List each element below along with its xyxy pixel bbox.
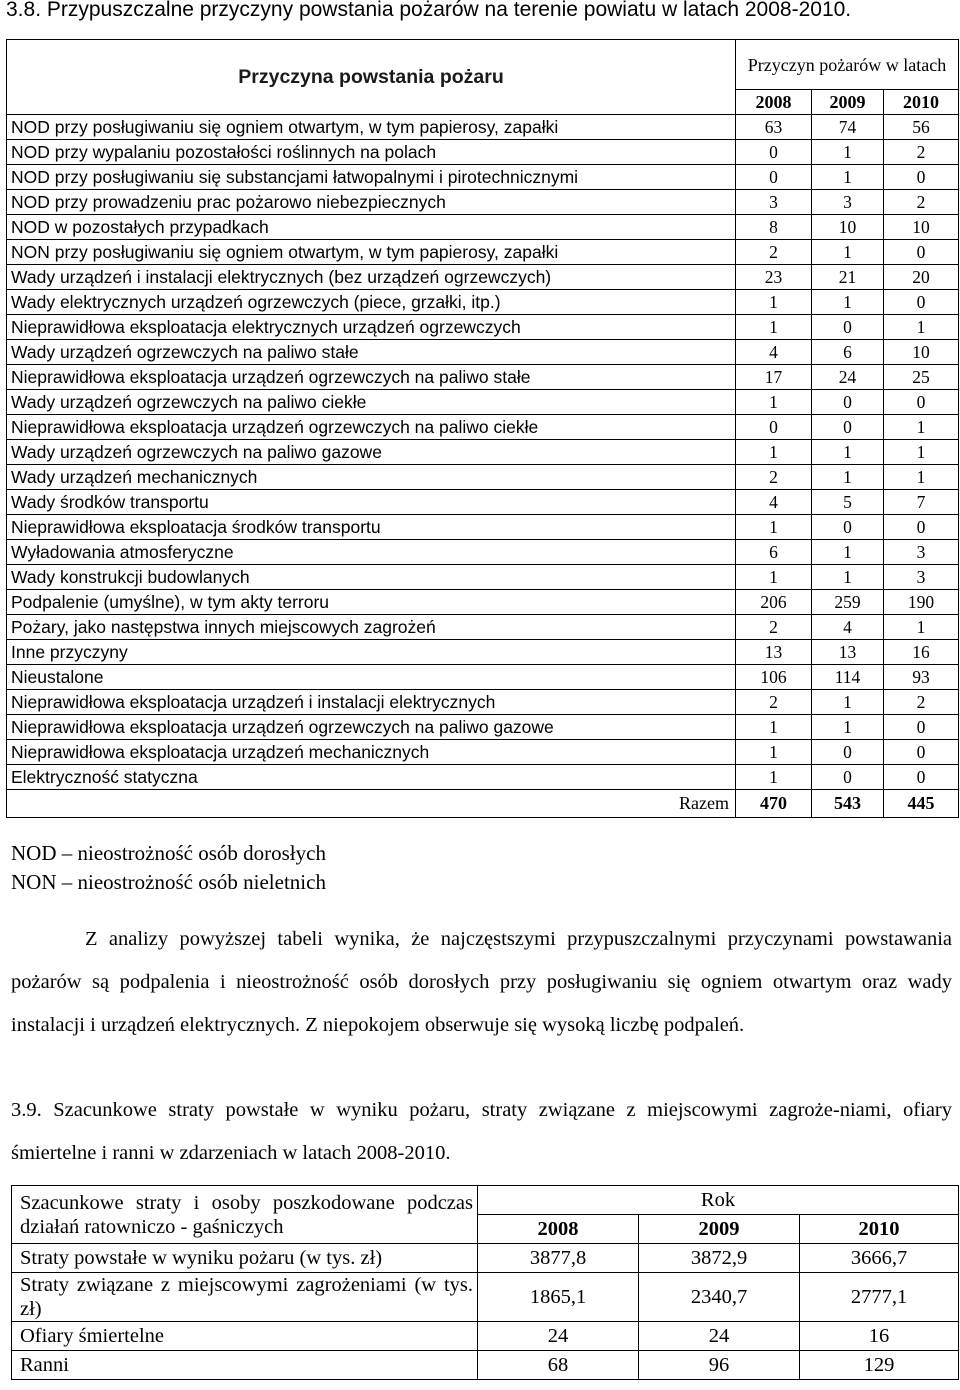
count-2008: 1: [736, 740, 812, 765]
count-2008: 3: [736, 190, 812, 215]
count-2008: 1: [736, 315, 812, 340]
count-2010: 1: [884, 415, 959, 440]
fire-causes-table: [6, 39, 959, 818]
cause-name: Nieprawidłowa eksploatacja urządzeń ogrzewczych na paliwo ciekłe: [7, 415, 736, 440]
year-header-2010: 2010: [884, 90, 959, 115]
cause-name: Podpalenie (umyślne), w tym akty terroru: [7, 590, 736, 615]
table-row: [7, 590, 959, 615]
count-2008: 0: [736, 140, 812, 165]
losses-value-2008: 1865,1: [478, 1273, 639, 1322]
count-2008: 23: [736, 265, 812, 290]
count-2010: 10: [884, 215, 959, 240]
table-row: [7, 165, 959, 190]
count-2010: 0: [884, 290, 959, 315]
cause-name: Wady urządzeń ogrzewczych na paliwo stałe: [7, 340, 736, 365]
cause-name: Nieprawidłowa eksploatacja elektrycznych urządzeń ogrzewczych: [7, 315, 736, 340]
count-2008: 63: [736, 115, 812, 140]
year-group-header: Rok: [478, 1186, 959, 1215]
count-2009: 4: [812, 615, 884, 640]
count-2009: 0: [812, 315, 884, 340]
table-row: [7, 115, 959, 140]
losses-value-2009: 24: [639, 1322, 800, 1351]
count-2009: 1: [812, 290, 884, 315]
count-2009: 24: [812, 365, 884, 390]
table-row: [7, 615, 959, 640]
cause-name: Wady elektrycznych urządzeń ogrzewczych (piece, grzałki, itp.): [7, 290, 736, 315]
count-2009: 1: [812, 140, 884, 165]
count-2010: 0: [884, 515, 959, 540]
losses-table: [11, 1185, 959, 1380]
losses-header-row: [12, 1186, 959, 1215]
table-row: [7, 465, 959, 490]
table-row: [7, 765, 959, 790]
table-row: [7, 290, 959, 315]
count-2008: 106: [736, 665, 812, 690]
count-2008: 1: [736, 515, 812, 540]
cause-name: Wady urządzeń ogrzewczych na paliwo ciekłe: [7, 390, 736, 415]
table-row: [7, 515, 959, 540]
cause-name: NOD przy posługiwaniu się substancjami łatwopalnymi i pirotechnicznymi: [7, 165, 736, 190]
cause-name: Inne przyczyny: [7, 640, 736, 665]
table-row: [7, 415, 959, 440]
count-2010: 3: [884, 565, 959, 590]
count-2010: 0: [884, 765, 959, 790]
table-row: [7, 215, 959, 240]
section-heading: 3.8. Przypuszczalne przyczyny powstania pożarów na terenie powiatu w latach 2008-2010.: [6, 0, 852, 21]
count-2009: 6: [812, 340, 884, 365]
losses-row-label: Straty powstałe w wyniku pożaru (w tys. zł): [12, 1244, 478, 1273]
losses-value-2008: 3877,8: [478, 1244, 639, 1273]
losses-row-label: Straty związane z miejscowymi zagrożeniami (w tys. zł): [12, 1273, 478, 1322]
losses-value-2010: 2777,1: [800, 1273, 959, 1322]
subsection-heading: 3.9. Szacunkowe straty powstałe w wyniku pożaru, straty związane z miejscowymi zagroże-niami, ofiary śmiertelne i ranni w zdarzeniach w latach 2008-2010.: [11, 1099, 952, 1164]
losses-value-2009: 3872,9: [639, 1244, 800, 1273]
table-row: [7, 690, 959, 715]
losses-value-2008: 68: [478, 1351, 639, 1380]
count-2010: 7: [884, 490, 959, 515]
count-2009: 1: [812, 540, 884, 565]
cause-name: Nieprawidłowa eksploatacja urządzeń ogrzewczych na paliwo stałe: [7, 365, 736, 390]
table-row: [7, 340, 959, 365]
losses-label-header: Szacunkowe straty i osoby poszkodowane podczas działań ratowniczo - gaśniczych: [12, 1186, 478, 1244]
count-2009: 5: [812, 490, 884, 515]
losses-value-2009: 2340,7: [639, 1273, 800, 1322]
count-2008: 8: [736, 215, 812, 240]
count-2009: 259: [812, 590, 884, 615]
count-2008: 1: [736, 715, 812, 740]
count-2010: 10: [884, 340, 959, 365]
count-2010: 0: [884, 715, 959, 740]
count-2009: 3: [812, 190, 884, 215]
count-2010: 0: [884, 740, 959, 765]
count-2008: 2: [736, 240, 812, 265]
losses-year-2008: 2008: [478, 1215, 639, 1244]
legend-non: NON – nieostrożność osób nieletnich: [11, 870, 326, 894]
count-2009: 1: [812, 715, 884, 740]
count-2008: 206: [736, 590, 812, 615]
losses-value-2010: 3666,7: [800, 1244, 959, 1273]
cause-name: NOD przy posługiwaniu się ogniem otwartym, w tym papierosy, zapałki: [7, 115, 736, 140]
table-row: [7, 540, 959, 565]
cause-name: Nieprawidłowa eksploatacja urządzeń i instalacji elektrycznych: [7, 690, 736, 715]
count-2009: 13: [812, 640, 884, 665]
table-row: [7, 740, 959, 765]
cause-column-header: Przyczyna powstania pożaru: [7, 40, 736, 115]
table-row: [7, 140, 959, 165]
count-2010: 0: [884, 165, 959, 190]
count-2010: 2: [884, 140, 959, 165]
analysis-paragraph: Z analizy powyższej tabeli wynika, że najczęstszymi przypuszczalnymi przyczynami powstawania pożarów są podpalenia i nieostrożność osób dorosłych przy posługiwaniu się ogniem otwartym oraz wady instalacji i urządzeń elektrycznych. Z niepokojem obserwuje się wysoką liczbę podpaleń.: [11, 928, 952, 1036]
cause-name: Wady urządzeń mechanicznych: [7, 465, 736, 490]
count-2008: 1: [736, 565, 812, 590]
table-row: [7, 190, 959, 215]
count-2008: 1: [736, 440, 812, 465]
count-2009: 1: [812, 440, 884, 465]
cause-name: Nieprawidłowa eksploatacja środków transportu: [7, 515, 736, 540]
count-2010: 2: [884, 190, 959, 215]
count-2009: 21: [812, 265, 884, 290]
losses-row: [12, 1244, 959, 1273]
total-2010: 445: [884, 790, 959, 818]
table-row: [7, 240, 959, 265]
count-2009: 1: [812, 165, 884, 190]
count-2010: 2: [884, 690, 959, 715]
cause-name: NOD w pozostałych przypadkach: [7, 215, 736, 240]
total-label: Razem: [7, 790, 736, 818]
count-2010: 56: [884, 115, 959, 140]
losses-value-2009: 96: [639, 1351, 800, 1380]
count-2009: 1: [812, 690, 884, 715]
total-row: [7, 790, 959, 818]
count-2010: 20: [884, 265, 959, 290]
count-2009: 1: [812, 565, 884, 590]
year-header-2008: 2008: [736, 90, 812, 115]
table-row: [7, 365, 959, 390]
losses-row-label: Ranni: [12, 1351, 478, 1380]
count-2009: 0: [812, 515, 884, 540]
cause-name: Nieprawidłowa eksploatacja urządzeń ogrzewczych na paliwo gazowe: [7, 715, 736, 740]
cause-name: NOD przy wypalaniu pozostałości roślinnych na polach: [7, 140, 736, 165]
table-row: [7, 665, 959, 690]
total-2009: 543: [812, 790, 884, 818]
count-2010: 1: [884, 615, 959, 640]
count-2008: 4: [736, 340, 812, 365]
count-2008: 6: [736, 540, 812, 565]
table-row: [7, 315, 959, 340]
count-2008: 2: [736, 690, 812, 715]
count-2010: 0: [884, 390, 959, 415]
count-2010: 3: [884, 540, 959, 565]
total-2008: 470: [736, 790, 812, 818]
count-2008: 17: [736, 365, 812, 390]
count-2009: 1: [812, 465, 884, 490]
table-row: [7, 440, 959, 465]
losses-row: [12, 1351, 959, 1380]
cause-name: Wady środków transportu: [7, 490, 736, 515]
count-2008: 0: [736, 415, 812, 440]
cause-name: Elektryczność statyczna: [7, 765, 736, 790]
legend-nod: NOD – nieostrożność osób dorosłych: [11, 841, 326, 865]
losses-value-2008: 24: [478, 1322, 639, 1351]
cause-name: NOD przy prowadzeniu prac pożarowo niebezpiecznych: [7, 190, 736, 215]
count-2010: 1: [884, 440, 959, 465]
cause-name: Wady konstrukcji budowlanych: [7, 565, 736, 590]
count-2010: 16: [884, 640, 959, 665]
count-2009: 0: [812, 765, 884, 790]
table-row: [7, 640, 959, 665]
table-row: [7, 490, 959, 515]
count-2008: 1: [736, 290, 812, 315]
table-row: [7, 265, 959, 290]
losses-year-2010: 2010: [800, 1215, 959, 1244]
cause-name: Wyładowania atmosferyczne: [7, 540, 736, 565]
table-row: [7, 565, 959, 590]
count-2010: 190: [884, 590, 959, 615]
count-2009: 10: [812, 215, 884, 240]
losses-value-2010: 129: [800, 1351, 959, 1380]
cause-name: Nieprawidłowa eksploatacja urządzeń mechanicznych: [7, 740, 736, 765]
count-2010: 1: [884, 465, 959, 490]
year-header-2009: 2009: [812, 90, 884, 115]
table-row: [7, 390, 959, 415]
cause-name: Pożary, jako następstwa innych miejscowych zagrożeń: [7, 615, 736, 640]
count-2008: 0: [736, 165, 812, 190]
losses-value-2010: 16: [800, 1322, 959, 1351]
count-2009: 0: [812, 740, 884, 765]
count-2009: 74: [812, 115, 884, 140]
count-2010: 25: [884, 365, 959, 390]
count-2008: 1: [736, 390, 812, 415]
count-2010: 93: [884, 665, 959, 690]
count-2008: 13: [736, 640, 812, 665]
cause-name: NON przy posługiwaniu się ogniem otwartym, w tym papierosy, zapałki: [7, 240, 736, 265]
count-2009: 1: [812, 240, 884, 265]
table-header-row: [7, 40, 959, 90]
cause-name: Nieustalone: [7, 665, 736, 690]
cause-name: Wady urządzeń i instalacji elektrycznych (bez urządzeń ogrzewczych): [7, 265, 736, 290]
losses-row-label: Ofiary śmiertelne: [12, 1322, 478, 1351]
losses-row: [12, 1273, 959, 1322]
years-group-header: Przyczyn pożarów w latach: [736, 40, 959, 90]
cause-name: Wady urządzeń ogrzewczych na paliwo gazowe: [7, 440, 736, 465]
count-2010: 1: [884, 315, 959, 340]
count-2009: 0: [812, 390, 884, 415]
count-2008: 4: [736, 490, 812, 515]
count-2009: 0: [812, 415, 884, 440]
count-2010: 0: [884, 240, 959, 265]
table-row: [7, 715, 959, 740]
count-2008: 2: [736, 465, 812, 490]
losses-year-2009: 2009: [639, 1215, 800, 1244]
count-2008: 2: [736, 615, 812, 640]
count-2009: 114: [812, 665, 884, 690]
count-2008: 1: [736, 765, 812, 790]
losses-row: [12, 1322, 959, 1351]
